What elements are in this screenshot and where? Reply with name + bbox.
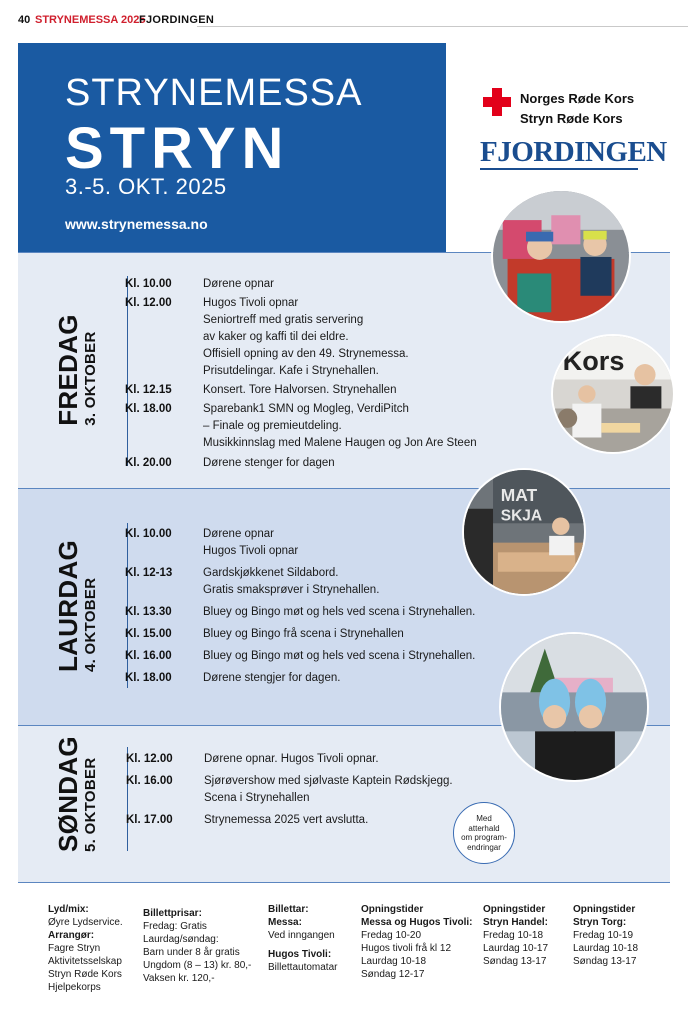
footer-label: Stryn Torg: bbox=[573, 917, 627, 928]
hero-town: STRYN bbox=[65, 116, 290, 181]
footer-text: Fredag 10-19 bbox=[573, 930, 634, 941]
fjordingen-logo: FJORDINGEN bbox=[480, 136, 667, 168]
footer-label: Opningstider bbox=[573, 904, 636, 915]
page-header bbox=[0, 13, 688, 29]
event-text: Dørene opnar bbox=[203, 528, 274, 540]
footer-label: Arrangør: bbox=[48, 930, 95, 941]
footer-text: Billettautomatar bbox=[268, 962, 338, 973]
event-time: Kl. 18.00 bbox=[125, 403, 172, 415]
footer-text: Søndag 12-17 bbox=[361, 969, 425, 980]
event-text: Gardskjøkkenet Sildabord. bbox=[203, 567, 339, 579]
footer-label: Hugos Tivoli: bbox=[268, 949, 332, 960]
event-time: Kl. 15.00 bbox=[125, 628, 172, 640]
footer-text: Søndag 13-17 bbox=[573, 956, 637, 967]
footer-label: Billettar: bbox=[268, 904, 309, 915]
event-text: Sparebank1 SMN og Mogleg, VerdiPitch bbox=[203, 403, 409, 415]
event-text: Dørene opnar bbox=[203, 278, 274, 290]
event-text: Sjørøvershow med sjølvaste Kaptein Rødskjegg. bbox=[204, 775, 453, 787]
event-time: Kl. 12-13 bbox=[125, 567, 173, 579]
footer-label: Lyd/mix: bbox=[48, 904, 89, 915]
event-text: Musikkinnslag med Malene Haugen og Jon Are Steen bbox=[203, 437, 477, 449]
footer-text: Aktivitetsselskap bbox=[48, 956, 122, 967]
event-time: Kl. 10.00 bbox=[125, 278, 172, 290]
day-name: FREDAG bbox=[53, 314, 83, 426]
footer-col-organizer bbox=[48, 903, 123, 994]
event-text: Prisutdelingar. Kafe i Strynehallen. bbox=[203, 365, 379, 377]
red-cross-local: Stryn Røde Kors bbox=[520, 111, 623, 126]
footer-label: Messa og Hugos Tivoli: bbox=[361, 917, 473, 928]
event-text: Konsert. Tore Halvorsen. Strynehallen bbox=[203, 384, 397, 396]
day-date: 5. OKTOBER bbox=[82, 757, 99, 852]
event-text: Hugos Tivoli opnar bbox=[203, 297, 299, 309]
event-text: Dørene stengjer for dagen. bbox=[203, 672, 341, 684]
footer-text: Ved inngangen bbox=[268, 930, 335, 941]
event-time: Kl. 12.15 bbox=[125, 384, 172, 396]
event-time: Kl. 18.00 bbox=[125, 672, 172, 684]
day-name: LAURDAG bbox=[53, 539, 83, 673]
event-text: Hugos Tivoli opnar bbox=[203, 545, 299, 557]
footer-col-hours-handel bbox=[483, 903, 548, 968]
footer-col-hours-torg bbox=[573, 903, 638, 968]
footer-col-prices bbox=[143, 907, 251, 985]
footer-label: Opningstider bbox=[361, 904, 424, 915]
event-text: Dørene opnar. Hugos Tivoli opnar. bbox=[204, 753, 379, 765]
footer-label: Billettprisar: bbox=[143, 908, 202, 919]
hero-dates: 3.-5. OKT. 2025 bbox=[65, 174, 227, 199]
svg-text:Kors: Kors bbox=[562, 344, 625, 376]
notice-line: Med bbox=[476, 814, 492, 823]
footer-text: Hjelpekorps bbox=[48, 982, 101, 993]
event-time: Kl. 10.00 bbox=[125, 528, 172, 540]
footer-label: Messa: bbox=[268, 917, 302, 928]
section-divider bbox=[18, 488, 670, 489]
footer-text: Fredag 10-20 bbox=[361, 930, 422, 941]
footer-text: Fredag: Gratis bbox=[143, 921, 207, 932]
event-text: Dørene stenger for dagen bbox=[203, 457, 335, 469]
event-text: Offisiell opning av den 49. Strynemessa. bbox=[203, 348, 409, 360]
event-text: Seniortreff med gratis servering bbox=[203, 314, 364, 326]
notice-line: om program- bbox=[461, 833, 507, 842]
event-text: Bluey og Bingo møt og hels ved scena i Strynehallen. bbox=[203, 606, 476, 618]
bluey-fans-photo bbox=[499, 632, 649, 782]
red-cross-name: Norges Røde Kors bbox=[520, 91, 635, 106]
svg-text:SKJA: SKJA bbox=[500, 507, 543, 525]
event-text: Bluey og Bingo møt og hels ved scena i Strynehallen. bbox=[203, 650, 476, 662]
footer-text: Laurdag 10-18 bbox=[573, 943, 639, 954]
event-time: Kl. 17.00 bbox=[126, 814, 173, 826]
event-text: Strynemessa 2025 vert avslutta. bbox=[204, 814, 369, 826]
footer-text: Barn under 8 år gratis bbox=[143, 947, 240, 958]
footer-text: Stryn Røde Kors bbox=[48, 969, 122, 980]
svg-text:MAT: MAT bbox=[500, 484, 538, 506]
footer-text: Laurdag 10-18 bbox=[361, 956, 427, 967]
hero-title: STRYNEMESSA bbox=[65, 72, 363, 114]
event-time: Kl. 12.00 bbox=[126, 753, 173, 765]
notice-line: endringar bbox=[467, 842, 501, 852]
event-time: Kl. 12.00 bbox=[125, 297, 172, 309]
event-time: Kl. 16.00 bbox=[125, 650, 172, 662]
event-time: Kl. 20.00 bbox=[125, 457, 172, 469]
footer-col-tickets bbox=[268, 903, 337, 974]
event-time: Kl. 16.00 bbox=[126, 775, 173, 787]
footer-text: Søndag 13-17 bbox=[483, 956, 547, 967]
event-time: Kl. 13.30 bbox=[125, 606, 172, 618]
footer-text: Fagre Stryn bbox=[48, 943, 101, 954]
tivoli-ride-photo bbox=[491, 189, 631, 323]
hero-banner bbox=[18, 43, 446, 252]
event-text: av kaker og kaffi til dei eldre. bbox=[203, 331, 349, 343]
event-text: Bluey og Bingo frå scena i Strynehallen bbox=[203, 628, 404, 640]
footer-text: Vaksen kr. 120,- bbox=[143, 973, 215, 984]
publisher-name: FJORDINGEN bbox=[139, 14, 215, 26]
header-rule bbox=[197, 26, 688, 27]
hero-website-link[interactable]: www.strynemessa.no bbox=[65, 216, 208, 232]
page-number: 40 bbox=[18, 14, 31, 26]
food-counter-photo bbox=[462, 468, 586, 596]
day-date: 3. OKTOBER bbox=[82, 331, 99, 426]
footer-col-hours-messa bbox=[361, 903, 473, 981]
event-text: Scena i Strynehallen bbox=[204, 792, 310, 804]
footer-label: Opningstider bbox=[483, 904, 546, 915]
schedule-notice-badge bbox=[453, 802, 515, 864]
red-cross-logo bbox=[483, 86, 663, 132]
day-date: 4. OKTOBER bbox=[82, 577, 99, 673]
footer-text: Hugos tivoli frå kl 12 bbox=[361, 943, 452, 954]
footer-text: Laurdag/søndag: bbox=[143, 934, 219, 945]
magazine-name: STRYNEMESSA 2025 bbox=[35, 14, 146, 26]
footer-text: Ungdom (8 – 13) kr. 80,- bbox=[143, 960, 252, 971]
red-cross-cafe-photo bbox=[551, 334, 675, 454]
red-cross-icon bbox=[483, 88, 511, 116]
notice-line: atterhald bbox=[468, 823, 500, 833]
event-text: – Finale og premieutdeling. bbox=[203, 420, 342, 432]
footer-label: Stryn Handel: bbox=[483, 917, 549, 928]
footer-text: Fredag 10-18 bbox=[483, 930, 544, 941]
event-text: Gratis smaksprøver i Strynehallen. bbox=[203, 584, 380, 596]
footer-divider bbox=[18, 882, 670, 883]
day-name: SØNDAG bbox=[53, 736, 83, 852]
footer-text: Øyre Lydservice. bbox=[48, 917, 123, 928]
footer-text: Laurdag 10-17 bbox=[483, 943, 549, 954]
